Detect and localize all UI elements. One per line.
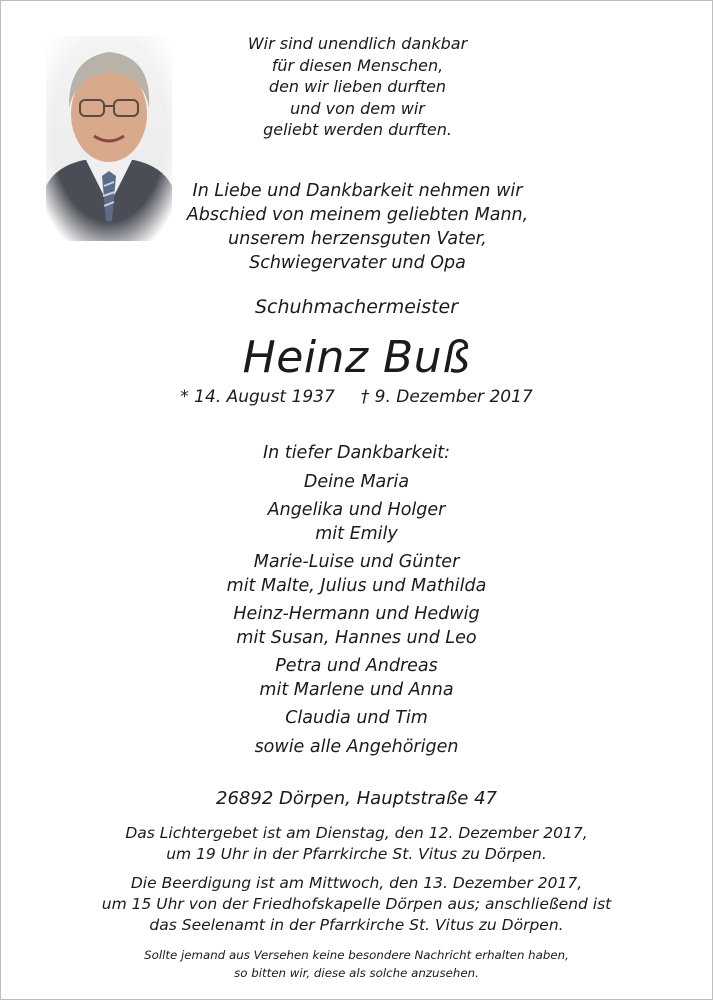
family-line: Petra und Andreas — [275, 656, 438, 676]
closing-note — [0, 946, 713, 982]
quote-line: den wir lieben durften — [268, 77, 447, 96]
intro-line: In Liebe und Dankbarkeit nehmen wir — [192, 181, 523, 201]
family-group — [0, 655, 713, 702]
family-line: Deine Maria — [303, 471, 410, 492]
service-paragraph — [90, 873, 623, 936]
quote-line: Wir sind unendlich dankbar — [247, 34, 468, 53]
quote-line: für diesen Menschen, — [271, 55, 444, 75]
note-line: so bitten wir, diese als solche anzusehen. — [234, 966, 479, 980]
intro-line: Abschied von meinem geliebten Mann, — [186, 205, 529, 225]
family-group — [0, 707, 713, 731]
service-paragraph — [90, 823, 623, 865]
family-heading: In tiefer Dankbarkeit: — [263, 443, 450, 463]
family-line: Angelika und Holger — [267, 500, 446, 520]
portrait-photo — [46, 36, 172, 241]
life-dates — [0, 387, 713, 407]
intro-text — [170, 179, 545, 275]
quote-line: und von dem wir — [290, 98, 425, 118]
service-line: um 15 Uhr von der Friedhofskapelle Dörpen aus; anschließend ist — [101, 895, 612, 913]
quote-line: geliebt werden durften. — [263, 120, 452, 139]
family-group — [0, 551, 713, 598]
service-info — [90, 823, 623, 944]
family-line: Marie-Luise und Günter — [253, 552, 460, 572]
family-line: mit Marlene und Anna — [259, 679, 454, 700]
family-address: 26892 Dörpen, Hauptstraße 47 — [216, 788, 497, 809]
family-group — [0, 499, 713, 546]
deceased-name: Heinz Buß — [242, 332, 471, 383]
birth-date: * 14. August 1937 — [180, 387, 335, 407]
family-group — [0, 603, 713, 650]
service-line: um 19 Uhr in der Pfarrkirche St. Vitus zu Dörpen. — [166, 845, 547, 863]
family-line: mit Emily — [315, 523, 398, 544]
family-group — [0, 736, 713, 760]
family-group — [0, 471, 713, 495]
service-line: Die Beerdigung ist am Mittwoch, den 13. Dezember 2017, — [130, 874, 583, 892]
family-line: Claudia und Tim — [285, 708, 428, 728]
intro-line: unserem herzensguten Vater, — [228, 229, 487, 249]
note-line: Sollte jemand aus Versehen keine besondere Nachricht erhalten haben, — [144, 948, 569, 962]
family-list — [0, 442, 713, 764]
service-line: das Seelenamt in der Pfarrkirche St. Vitus zu Dörpen. — [149, 916, 564, 934]
family-line: mit Malte, Julius und Mathilda — [226, 575, 487, 596]
family-line: sowie alle Angehörigen — [254, 736, 459, 757]
memorial-quote — [170, 33, 545, 141]
family-line: mit Susan, Hannes und Leo — [236, 627, 477, 648]
family-line: Heinz-Hermann und Hedwig — [233, 604, 480, 624]
service-line: Das Lichtergebet ist am Dienstag, den 12. Dezember 2017, — [125, 824, 588, 842]
intro-line: Schwiegervater und Opa — [249, 253, 466, 273]
death-date: † 9. Dezember 2017 — [360, 387, 533, 407]
profession-title: Schuhmachermeister — [254, 296, 459, 318]
